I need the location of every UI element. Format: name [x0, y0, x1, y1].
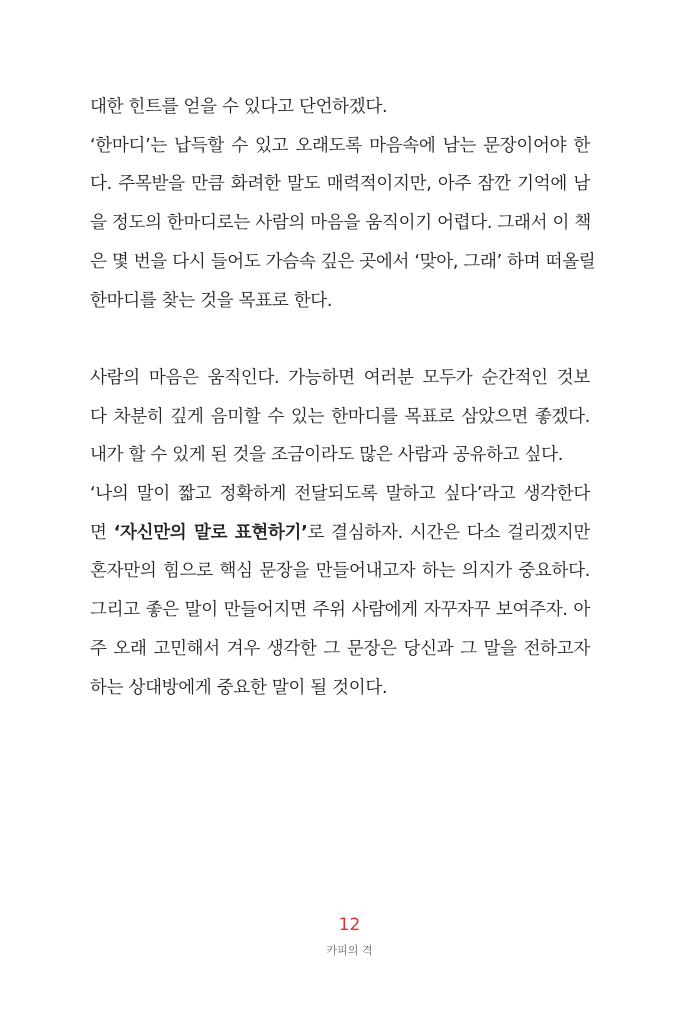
text-line: 하는 상대방에게 중요한 말이 될 것이다. — [90, 677, 388, 698]
text-line-with-emphasis — [90, 514, 590, 553]
line-prefix: 면 — [90, 522, 114, 543]
text-line: 주 오래 고민해서 겨우 생각한 그 문장은 당신과 그 말을 전하고자 — [90, 638, 590, 659]
text-line: ‘나의 말이 짧고 정확하게 전달되도록 말하고 싶다’라고 생각한다 — [90, 484, 590, 505]
emphasized-phrase: ‘자신만의 말로 표현하기’ — [113, 522, 308, 543]
text-line: 사람의 마음은 움직인다. 가능하면 여러분 모두가 순간적인 것보 — [90, 367, 590, 388]
running-footer-title: 카피의 격 — [326, 944, 373, 957]
page-number: 12 — [338, 915, 361, 935]
line-suffix: 로 결심하자. 시간은 다소 걸리겠지만 — [307, 522, 590, 543]
text-line: 그리고 좋은 말이 만들어지면 주위 사람에게 자꾸자꾸 보여주자. 아 — [90, 600, 590, 621]
paragraph-gap — [90, 320, 590, 359]
text-line: 은 몇 번을 다시 들어도 가슴속 깊은 곳에서 ‘맞아, 그래’ 하며 떠올릴 — [90, 251, 596, 272]
body-text — [90, 88, 596, 707]
text-line: 다. 주목받을 만큼 화려한 말도 매력적이지만, 아주 잠깐 기억에 남 — [90, 174, 590, 195]
text-line: 혼자만의 힘으로 핵심 문장을 만들어내고자 하는 의지가 중요하다. — [90, 561, 590, 582]
text-line: ‘한마디’는 납득할 수 있고 오래도록 마음속에 남는 문장이어야 한 — [90, 135, 590, 156]
text-line: 을 정도의 한마디로는 사람의 마음을 움직이기 어렵다. 그래서 이 책 — [90, 213, 591, 234]
text-line: 대한 힌트를 얻을 수 있다고 단언하겠다. — [90, 97, 388, 117]
text-line: 한마디를 찾는 것을 목표로 한다. — [90, 290, 333, 311]
text-line: 내가 할 수 있게 된 것을 조금이라도 많은 사람과 공유하고 싶다. — [90, 445, 564, 466]
text-line: 다 차분히 깊게 음미할 수 있는 한마디를 목표로 삼았으면 좋겠다. — [90, 406, 590, 427]
